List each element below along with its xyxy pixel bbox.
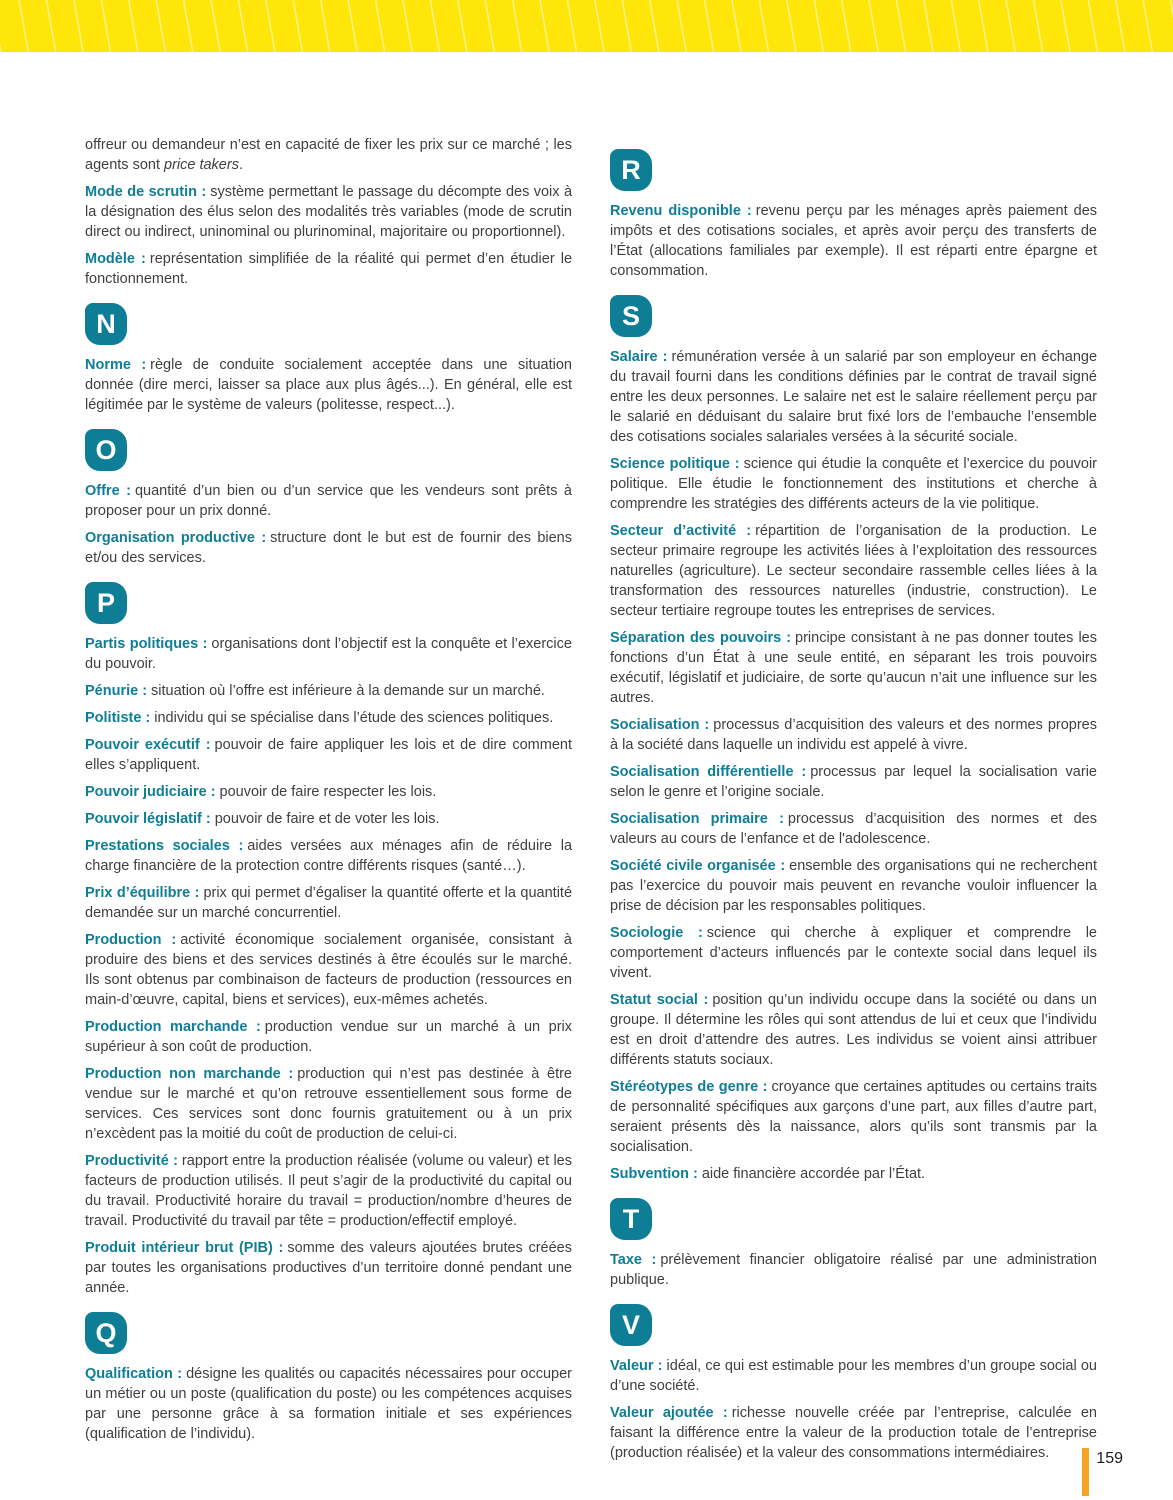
term-label: Stéréotypes de genre : xyxy=(610,1079,768,1095)
glossary-entry-offre xyxy=(85,481,572,521)
term-label: Socialisation : xyxy=(610,717,710,733)
term-label: Valeur : xyxy=(610,1358,663,1374)
glossary-entry-modele xyxy=(85,249,572,289)
definition-text: revenu perçu par les ménages après paiement des impôts et des cotisations sociales, et après avoir perçu des transferts de l’État (allocations familiales par exemple). Il est réparti entre épargne et consommation. xyxy=(610,203,1098,279)
definition-text: prélèvement financier obligatoire réalisé par une administration publique. xyxy=(610,1252,1097,1288)
glossary-entry-pib xyxy=(85,1238,572,1298)
definition-text: rapport entre la production réalisée (volume ou valeur) et les facteurs de production utilisés. Il peut s’agir de la productivité du capital ou du travail. Productivité horaire du travail = production/nombre d’heures de travail. Productivité du travail par tête = production/effectif employé. xyxy=(85,1153,572,1229)
glossary-entry-productivite xyxy=(85,1151,572,1231)
glossary-entry-separation-des-pouvoirs xyxy=(610,628,1097,708)
definition-text: rémunération versée à un salarié par son employeur en échange du travail fourni dans les conditions définies par le contrat de travail signé entre les deux personnes. Le salaire net est le salaire réellement perçu par le salarié en déduisant du salaire brut fixé lors de l’embauche l’ensemble des cotisations sociales salariales versées à la sécurité sociale. xyxy=(610,349,1098,445)
term-label: Sociologie : xyxy=(610,925,703,941)
definition-text: science qui étudie la conquête et l’exercice du pouvoir politique. Elle étudie le fonctionnement des institutions et cherche à comprendre les stratégies des différents acteurs de la vie politique. xyxy=(610,456,1097,512)
term-label: Salaire : xyxy=(610,349,668,365)
italic-term: price takers xyxy=(164,157,239,173)
definition-text: répartition de l’organisation de la production. Le secteur primaire regroupe les activités liées à l’exploitation des ressources naturelles (agriculture). Le secteur secondaire rassemble celles liées à la transformation des ressources naturelles (industrie, construction). Le secteur tertiaire regroupe toutes les entreprises de services. xyxy=(610,523,1097,619)
definition-text: représentation simplifiée de la réalité qui permet d’en étudier le fonctionnement. xyxy=(85,251,573,287)
definition-text: désigne les qualités ou capacités nécessaires pour occuper un métier ou un poste (qualification du poste) ou les compétences acquises par une personne grâce à sa formation initiale et ses expériences (qualification de l’individu). xyxy=(85,1366,573,1442)
term-label: Norme : xyxy=(85,357,147,373)
section-letter-badge-t: T xyxy=(610,1198,652,1240)
term-label: Statut social : xyxy=(610,992,709,1008)
definition-text: pouvoir de faire respecter les lois. xyxy=(219,784,437,800)
glossary-entry-partis-politiques xyxy=(85,634,572,674)
definition-text: aides versées aux ménages afin de réduire la charge financière de la protection contre différents risques (santé…). xyxy=(85,838,573,874)
definition-text: ensemble des organisations qui ne recherchent pas l’exercice du pouvoir mais peuvent en revanche vouloir influencer la prise de décision par les responsables politiques. xyxy=(610,858,1097,914)
glossary-entry-socialisation xyxy=(610,715,1097,755)
term-label: Secteur d’activité : xyxy=(610,523,752,539)
glossary-entry-statut-social xyxy=(610,990,1097,1070)
term-label: Socialisation différentielle : xyxy=(610,764,807,780)
page-number-accent-bar xyxy=(1082,1448,1089,1496)
glossary-entry-secteur-dactivite xyxy=(610,521,1097,621)
term-label: Pouvoir judiciaire : xyxy=(85,784,216,800)
term-label: Subvention : xyxy=(610,1166,698,1182)
glossary-entry-penurie xyxy=(85,681,572,701)
glossary-content xyxy=(85,135,1097,1470)
glossary-entry-revenu-disponible xyxy=(610,201,1097,281)
definition-text: production qui n’est pas destinée à être vendue sur le marché et qu’on retrouve essentiellement sous forme de services. Ces services sont donc fournis gratuitement ou à un prix n’excèdent pas la moitié du coût de production de celui-ci. xyxy=(85,1066,572,1142)
section-letter-badge-r: R xyxy=(610,149,652,191)
definition-text: production vendue sur un marché à un prix supérieur à son coût de production. xyxy=(85,1019,572,1055)
glossary-entry-pouvoir-executif xyxy=(85,735,572,775)
glossary-entry-organisation-productive xyxy=(85,528,572,568)
glossary-entry-politiste xyxy=(85,708,572,728)
glossary-entry-subvention xyxy=(610,1164,1097,1184)
right-column xyxy=(610,135,1097,1470)
definition-text: principe consistant à ne pas donner toutes les fonctions d’un État à une seule entité, en séparant les trois pouvoirs exécutif, législatif et judiciaire, de sorte qu’aucun n’ait une influence sur les autres. xyxy=(610,630,1097,706)
definition-text: position qu’un individu occupe dans la société ou dans un groupe. Il détermine les rôles qui sont attendus de lui et ceux que l’individu est en droit d’attendre des autres. Les individus se voient ainsi attribuer différents statuts sociaux. xyxy=(610,992,1097,1068)
glossary-entry-mode-de-scrutin xyxy=(85,182,572,242)
striped-header-band xyxy=(0,0,1173,52)
section-letter-badge-n: N xyxy=(85,303,127,345)
glossary-entry-norme xyxy=(85,355,572,415)
definition-text: organisations dont l’objectif est la conquête et l’exercice du pouvoir. xyxy=(85,636,572,672)
glossary-entry-continuation xyxy=(85,135,572,175)
glossary-entry-production-non-marchande xyxy=(85,1064,572,1144)
glossary-entry-production-marchande xyxy=(85,1017,572,1057)
definition-text: processus d’acquisition des normes et des valeurs au cours de l’enfance et de l'adolescence. xyxy=(610,811,1097,847)
term-label: Partis politiques : xyxy=(85,636,208,652)
definition-text: situation où l’offre est inférieure à la demande sur un marché. xyxy=(151,683,545,699)
term-label: Mode de scrutin : xyxy=(85,184,207,200)
glossary-entry-pouvoir-judiciaire xyxy=(85,782,572,802)
term-label: Production marchande : xyxy=(85,1019,261,1035)
term-label: Socialisation primaire : xyxy=(610,811,784,827)
definition-text: règle de conduite socialement acceptée dans une situation donnée (dire merci, laisser sa place aux plus âgés...). En général, elle est légitimée par le système de valeurs (politesse, respect...). xyxy=(85,357,572,413)
term-label: Politiste : xyxy=(85,710,151,726)
term-label: Société civile organisée : xyxy=(610,858,786,874)
page-footer xyxy=(1082,1448,1123,1496)
term-label: Qualification : xyxy=(85,1366,183,1382)
term-label: Pouvoir législatif : xyxy=(85,811,211,827)
glossary-entry-societe-civile-organisee xyxy=(610,856,1097,916)
definition-text: croyance que certaines aptitudes ou certains traits de personnalité spécifiques aux garçons d’une part, aux filles d’autre part, seraient présents dès la naissance, alors qu’ils sont transmis par la socialisation. xyxy=(610,1079,1097,1155)
glossary-entry-science-politique xyxy=(610,454,1097,514)
glossary-entry-qualification xyxy=(85,1364,572,1444)
glossary-entry-valeur-ajoutee xyxy=(610,1403,1097,1463)
definition-text: science qui cherche à expliquer et comprendre le comportement d’acteurs influencés par le contexte social dans lequel ils vivent. xyxy=(610,925,1097,981)
term-label: Pénurie : xyxy=(85,683,148,699)
term-label: Revenu disponible : xyxy=(610,203,752,219)
definition-text: structure dont le but est de fournir des biens et/ou des services. xyxy=(85,530,572,566)
section-letter-badge-p: P xyxy=(85,582,127,624)
definition-text: somme des valeurs ajoutées brutes créées par toutes les organisations productives d’un territoire donné pendant une année. xyxy=(85,1240,572,1296)
section-letter-badge-o: O xyxy=(85,429,127,471)
term-label: Organisation productive : xyxy=(85,530,267,546)
term-label: Productivité : xyxy=(85,1153,178,1169)
glossary-entry-socialisation-primaire xyxy=(610,809,1097,849)
definition-text: pouvoir de faire et de voter les lois. xyxy=(214,811,440,827)
term-label: Valeur ajoutée : xyxy=(610,1405,728,1421)
definition-text: individu qui se spécialise dans l’étude des sciences politiques. xyxy=(154,710,554,726)
glossary-entry-pouvoir-legislatif xyxy=(85,809,572,829)
term-label: Prestations sociales : xyxy=(85,838,244,854)
term-label: Pouvoir exécutif : xyxy=(85,737,211,753)
definition-text: quantité d’un bien ou d’un service que les vendeurs sont prêts à proposer pour un prix donné. xyxy=(85,483,572,519)
glossary-entry-prix-dequilibre xyxy=(85,883,572,923)
definition-text: système permettant le passage du décompte des voix à la désignation des élus selon des modalités très variables (mode de scrutin direct ou indirect, uninominal ou plurinominal, majoritaire ou proportionnel). xyxy=(85,184,573,240)
page-number: 159 xyxy=(1096,1450,1123,1467)
definition-text: richesse nouvelle créée par l’entreprise, calculée en faisant la différence entre la valeur de la production totale de l’entreprise (production réalisée) et la valeur des consommations intermédiaires. xyxy=(610,1405,1097,1461)
glossary-entry-production xyxy=(85,930,572,1010)
glossary-entry-salaire xyxy=(610,347,1097,447)
glossary-entry-taxe xyxy=(610,1250,1097,1290)
glossary-entry-valeur xyxy=(610,1356,1097,1396)
term-label: Science politique : xyxy=(610,456,740,472)
glossary-entry-socialisation-differentielle xyxy=(610,762,1097,802)
definition-text: processus par lequel la socialisation varie selon le genre et l’origine sociale. xyxy=(610,764,1097,800)
definition-text: processus d’acquisition des valeurs et des normes propres à la société dans laquelle un individu est appelé à vivre. xyxy=(610,717,1097,753)
definition-text: activité économique socialement organisée, consistant à produire des biens et des services destinés à être écoulés sur le marché. Ils sont obtenus par combinaison de facteurs de production (ressources en main-d’œuvre, capital, biens et services), eux-mêmes achetés. xyxy=(85,932,572,1008)
definition-text: offreur ou demandeur n’est en capacité de fixer les prix sur ce marché ; les agents sont xyxy=(85,137,572,173)
glossary-entry-stereotypes-de-genre xyxy=(610,1077,1097,1157)
section-letter-badge-s: S xyxy=(610,295,652,337)
term-label: Prix d’équilibre : xyxy=(85,885,200,901)
section-letter-badge-q: Q xyxy=(85,1312,127,1354)
glossary-entry-sociologie xyxy=(610,923,1097,983)
definition-text: idéal, ce qui est estimable pour les membres d’un groupe social ou d’une société. xyxy=(610,1358,1097,1394)
term-label: Produit intérieur brut (PIB) : xyxy=(85,1240,284,1256)
glossary-entry-prestations-sociales xyxy=(85,836,572,876)
term-label: Production : xyxy=(85,932,177,948)
definition-text: aide financière accordée par l’État. xyxy=(701,1166,926,1182)
definition-text: . xyxy=(238,157,243,173)
term-label: Modèle : xyxy=(85,251,146,267)
definition-text: pouvoir de faire appliquer les lois et de dire comment elles s’appliquent. xyxy=(85,737,572,773)
left-column xyxy=(85,135,572,1470)
definition-text: prix qui permet d’égaliser la quantité offerte et la quantité demandée sur un marché concurrentiel. xyxy=(85,885,573,921)
term-label: Séparation des pouvoirs : xyxy=(610,630,792,646)
section-letter-badge-v: V xyxy=(610,1304,652,1346)
term-label: Production non marchande : xyxy=(85,1066,294,1082)
term-label: Taxe : xyxy=(610,1252,657,1268)
term-label: Offre : xyxy=(85,483,131,499)
